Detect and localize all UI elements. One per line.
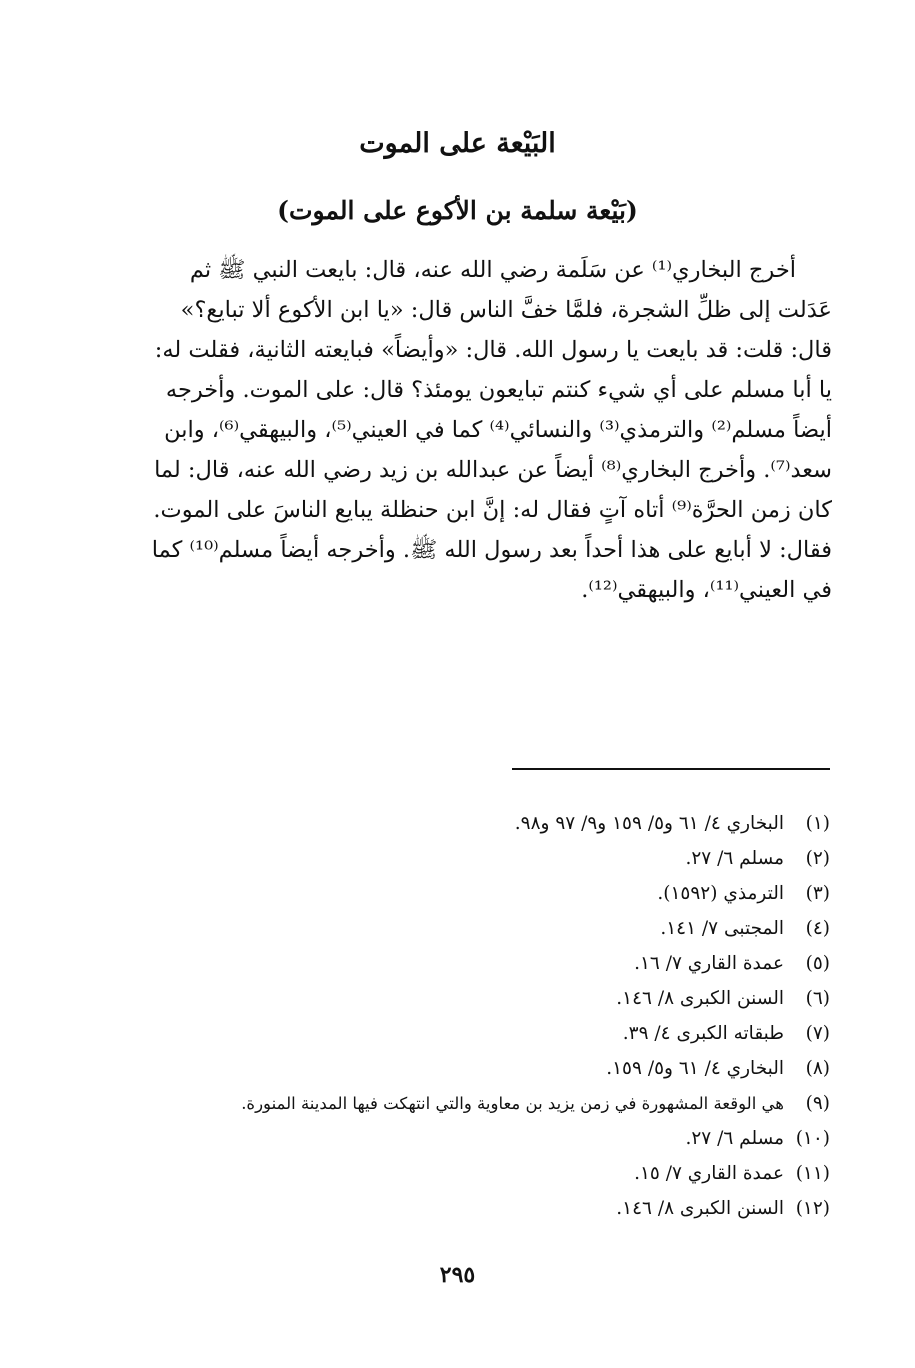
footnote-number: (١٠) [795,1128,830,1149]
body-line: أيضاً مسلم⁽²⁾ والترمذي⁽³⁾ والنسائي⁽⁴⁾ كما في العيني⁽⁵⁾، والبيهقي⁽⁶⁾، وابن [164,417,832,443]
footnote-number: (١) [805,813,830,834]
footnote-text: عمدة القاري ٧/ ١٦. [634,953,784,974]
body-line: قال: قلت: قد بايعت يا رسول الله. قال: «وأيضاً» فبايعته الثانية، فقلت له: [154,337,832,363]
body-line: يا أبا مسلم على أي شيء كنتم تبايعون يومئذ؟ قال: على الموت. وأخرجه [165,377,832,403]
footnote-number: (١٢) [795,1198,830,1219]
footnote-number: (٩) [805,1093,830,1114]
page-number: ٢٩٥ [439,1262,476,1288]
body-line: أخرج البخاري⁽¹⁾ عن سَلَمة رضي الله عنه، قال: بايعت النبي ﷺ ثم [189,257,796,283]
footnote-number: (٢) [805,848,830,869]
footnote-separator [512,768,830,770]
footnote-text: طبقاته الكبرى ٤/ ٣٩. [622,1023,784,1044]
footnote-number: (٨) [805,1058,830,1079]
body-line: فقال: لا أبايع على هذا أحداً بعد رسول الله ﷺ. وأخرجه أيضاً مسلم⁽¹⁰⁾ كما [151,537,832,563]
footnote [150,1051,830,1086]
footnote [150,1121,830,1156]
footnote-number: (٥) [805,953,830,974]
footnote-text: البخاري ٤/ ٦١ و٥/ ١٥٩ و٩/ ٩٧ و٩٨. [514,813,784,834]
footnote-text: مسلم ٦/ ٢٧. [685,1128,784,1149]
footnote-number: (٤) [805,918,830,939]
footnote [150,1191,830,1226]
footnote-text: البخاري ٤/ ٦١ و٥/ ١٥٩. [606,1058,784,1079]
footnote-text: هي الوقعة المشهورة في زمن يزيد بن معاوية والتي انتهكت فيها المدينة المنورة. [241,1094,784,1113]
footnotes [150,806,830,1226]
body-line: عَدَلت إلى ظلِّ الشجرة، فلمَّا خفَّ الناس قال: «يا ابن الأكوع ألا تبايع؟» [180,297,832,323]
footnote [150,1156,830,1191]
footnote-number: (٣) [805,883,830,904]
footnote-number: (٧) [805,1023,830,1044]
footnote-number: (١١) [795,1163,830,1184]
footnote [150,1016,830,1051]
footnote [150,876,830,911]
body-text [132,250,832,610]
footnote-text: المجتبى ٧/ ١٤١. [660,918,784,939]
footnote-number: (٦) [805,988,830,1009]
body-line: سعد⁽⁷⁾. وأخرج البخاري⁽⁸⁾ أيضاً عن عبدالله بن زيد رضي الله عنه، قال: لما [154,457,832,483]
footnote [150,806,830,841]
body-line: في العيني⁽¹¹⁾، والبيهقي⁽¹²⁾. [581,577,832,603]
footnote-text: عمدة القاري ٧/ ١٥. [634,1163,784,1184]
footnote [150,981,830,1016]
section-subtitle: (بَيْعة سلمة بن الأكوع على الموت) [277,196,638,225]
footnote [150,841,830,876]
footnote [150,911,830,946]
footnote-text: الترمذي (١٥٩٢). [657,883,784,904]
footnote [150,946,830,981]
body-line: كان زمن الحرَّة⁽⁹⁾ أتاه آتٍ فقال له: إنَّ ابن حنظلة يبايع الناسَ على الموت. [153,497,832,523]
footnote-text: السنن الكبرى ٨/ ١٤٦. [616,1198,784,1219]
footnote-text: السنن الكبرى ٨/ ١٤٦. [616,988,784,1009]
footnote [150,1086,830,1121]
footnote-text: مسلم ٦/ ٢٧. [685,848,784,869]
chapter-title: البَيْعة على الموت [359,128,556,159]
